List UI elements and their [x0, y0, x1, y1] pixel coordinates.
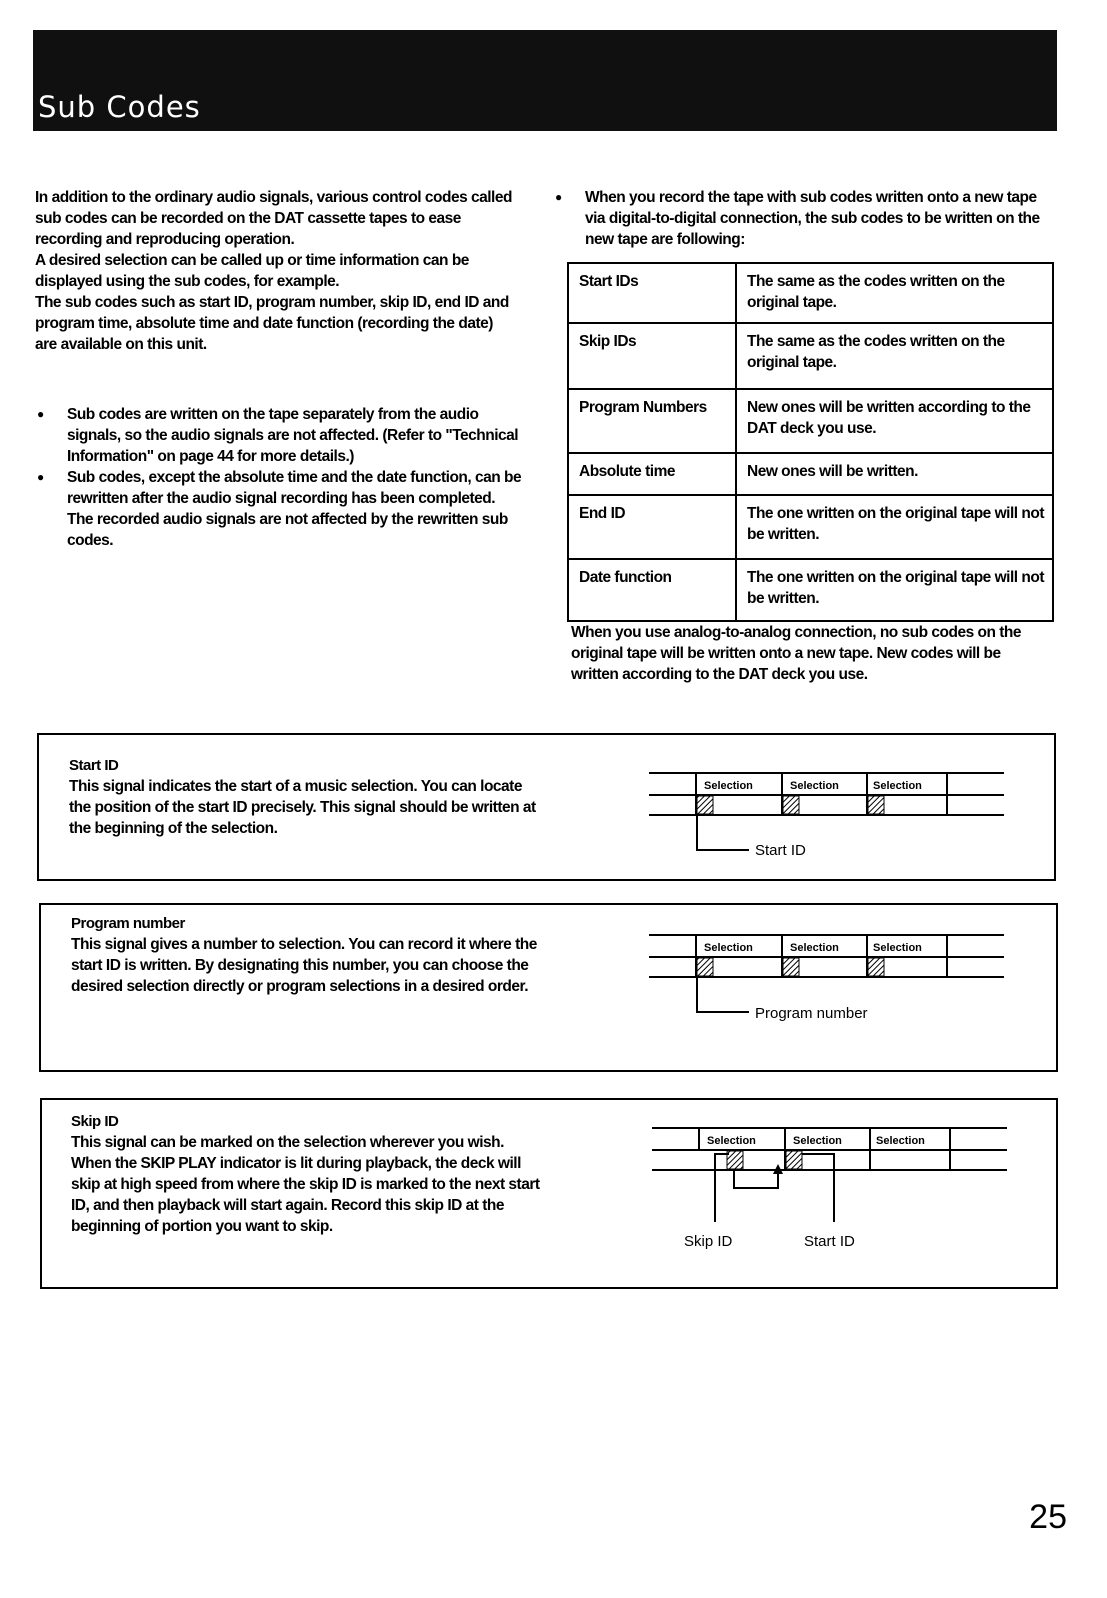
box-title: Skip ID [71, 1113, 119, 1130]
table-cell-desc: New ones will be written according to the DAT deck you use. [736, 389, 1053, 453]
diagram-label: Start ID [804, 1233, 855, 1250]
table-cell-code: End ID [568, 495, 736, 559]
table-row [568, 453, 1053, 495]
id-marker [697, 958, 713, 976]
intro-paragraph: In addition to the ordinary audio signals, various control codes called sub codes can be recorded on the DAT cassette tapes to ease recording and reproducing operation. [35, 189, 512, 248]
start-id-box [37, 733, 1056, 881]
table-row [568, 495, 1053, 559]
list-item: ● Sub codes are written on the tape separately from the audio signals, so the audio signals are not affected. (Refer to "Technical Information" on page 44 for more details.) [35, 404, 525, 467]
selection-label: Selection [876, 1135, 925, 1147]
list-item: ● Sub codes, except the absolute time and the date function, can be rewritten after the audio signal recording has been completed. The recorded audio signals are not affected by the rewritten sub codes. [35, 467, 525, 551]
id-marker [783, 958, 799, 976]
diagram-label: Start ID [755, 842, 806, 859]
analog-note: When you use analog-to-analog connection, no sub codes on the original tape will be written onto a new tape. New codes will be written according to the DAT deck you use. [571, 624, 1022, 683]
box-title: Program number [71, 915, 185, 932]
box-text: This signal can be marked on the selection wherever you wish. When the SKIP PLAY indicator is lit during playback, the deck will skip at high speed from where the skip ID is marked to the next start ID, and then playback will start again. Record this skip ID at the beginning of portion you want to skip. [71, 1134, 540, 1235]
table-row [568, 323, 1053, 389]
diagram-label: Skip ID [684, 1233, 733, 1250]
id-marker [868, 796, 884, 814]
page-number: 25 [1029, 1498, 1067, 1536]
selection-label: Selection [873, 780, 922, 792]
intro-paragraph: The sub codes such as start ID, program number, skip ID, end ID and program time, absolute time and date function (recording the date) are available on this unit. [35, 294, 509, 353]
table-cell-desc: The same as the codes written on the original tape. [736, 323, 1053, 389]
program-number-diagram [609, 917, 1029, 1037]
table-row [568, 263, 1053, 323]
id-marker [697, 796, 713, 814]
skip-id-box [40, 1098, 1058, 1289]
intro-text [35, 187, 515, 355]
table-cell-code: Start IDs [568, 263, 736, 323]
program-number-box [39, 903, 1058, 1072]
box-text: This signal gives a number to selection. You can record it where the start ID is written. By designating this number, you can choose the desired selection directly or program selections in a desired order. [71, 936, 537, 995]
box-text: This signal indicates the start of a music selection. You can locate the position of the start ID precisely. This signal should be written at the beginning of the selection. [69, 778, 536, 837]
table-cell-code: Program Numbers [568, 389, 736, 453]
diagram-label: Program number [755, 1005, 868, 1022]
selection-label: Selection [704, 780, 753, 792]
start-id-marker [786, 1151, 802, 1169]
sub-code-table [567, 262, 1054, 622]
table-cell-desc: The one written on the original tape will not be written. [736, 559, 1053, 621]
id-marker [783, 796, 799, 814]
list-item: ● When you record the tape with sub codes written onto a new tape via digital-to-digital connection, the sub codes to be written on the new tape are following: [553, 187, 1043, 250]
digital-copy-section [553, 187, 1043, 250]
box-title: Start ID [69, 757, 119, 774]
bullet-list [35, 404, 525, 551]
selection-label: Selection [873, 942, 922, 954]
selection-label: Selection [707, 1135, 756, 1147]
id-marker [868, 958, 884, 976]
list-item-continuation: The recorded audio signals are not affected by the rewritten sub codes. [67, 511, 508, 549]
skip-id-marker [727, 1151, 743, 1169]
selection-label: Selection [790, 780, 839, 792]
table-cell-code: Absolute time [568, 453, 736, 495]
intro-paragraph: A desired selection can be called up or time information can be displayed using the sub codes, for example. [35, 252, 469, 290]
table-cell-code: Skip IDs [568, 323, 736, 389]
table-row [568, 559, 1053, 621]
skip-id-diagram [612, 1110, 1032, 1260]
table-row [568, 389, 1053, 453]
table-cell-desc: The same as the codes written on the original tape. [736, 263, 1053, 323]
page-title: Sub Codes [38, 90, 201, 124]
table-cell-desc: New ones will be written. [736, 453, 1053, 495]
table-cell-code: Date function [568, 559, 736, 621]
selection-label: Selection [790, 942, 839, 954]
table-cell-desc: The one written on the original tape will not be written. [736, 495, 1053, 559]
selection-label: Selection [793, 1135, 842, 1147]
start-id-diagram [609, 755, 1029, 875]
selection-label: Selection [704, 942, 753, 954]
